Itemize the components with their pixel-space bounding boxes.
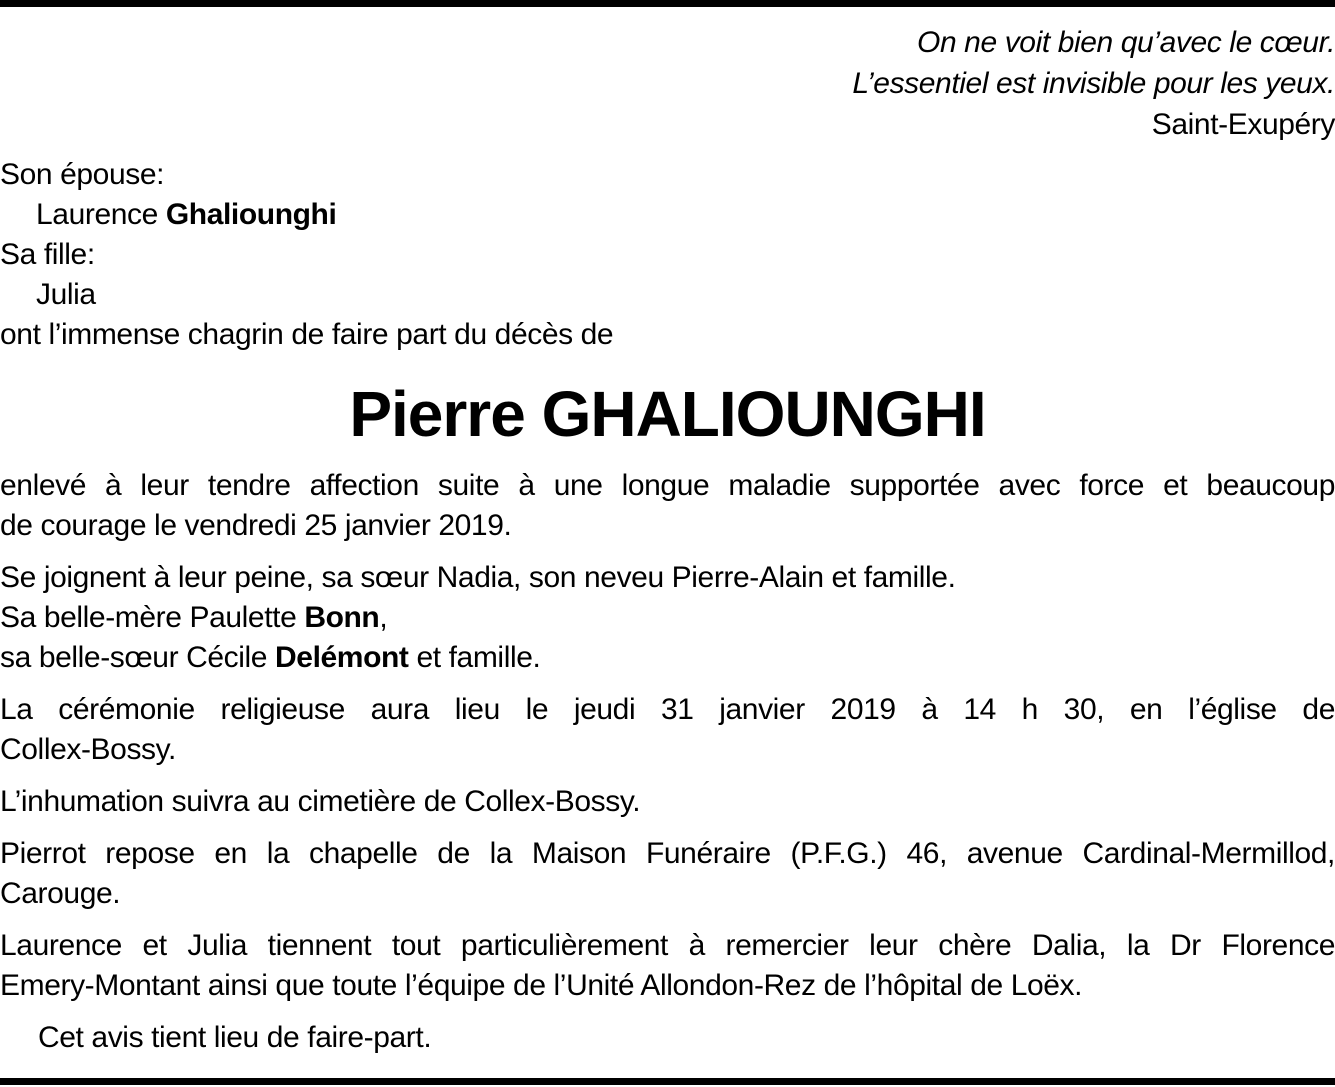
thanks-line-2: Emery-Montant ainsi que toute l’équipe de l’Unité Allondon-Rez de l’hôpital de Loëx. [0,969,1083,1002]
quote-line-1: On ne voit bien qu’avec le cœur. [917,26,1335,59]
deceased-name: Pierre GHALIOUNGHI [349,378,986,450]
viewing-line-1: Pierrot repose en la chapelle de la Maison Funéraire (P.F.G.) 46, avenue Cardinal-Mermillod, [0,837,1335,870]
spouse-last-name: Ghaliounghi [165,198,337,231]
ceremony-line-1: La cérémonie religieuse aura lieu le jeudi 31 janvier 2019 à 14 h 30, en l’église de [0,693,1335,726]
death-line-1: enlevé à leur tendre affection suite à une longue maladie supportée avec force et beaucoup [0,469,1335,502]
relatives-line-1: Se joignent à leur peine, sa sœur Nadia, son neveu Pierre-Alain et famille. [0,561,956,594]
spouse-label: Son épouse: [0,158,165,191]
relatives-line-3-suffix: et famille. [408,641,541,674]
relatives-line-3-name: Delémont [275,641,409,674]
relatives-line-2 [0,601,1335,635]
relatives-line-2-suffix: , [379,601,388,634]
death-line-2: de courage le vendredi 25 janvier 2019. [0,509,512,542]
relatives-line-2-name: Bonn [304,601,380,634]
relatives-line-2-prefix: Sa belle-mère Paulette [0,601,305,634]
closing-text: Cet avis tient lieu de faire-part. [38,1021,432,1054]
bottom-rule [0,1078,1335,1085]
daughter-name: Julia [36,278,96,311]
ceremony-line-2: Collex-Bossy. [0,733,176,766]
burial-text: L’inhumation suivra au cimetière de Collex-Bossy. [0,785,641,818]
spouse-name [0,198,1335,232]
thanks-line-1: Laurence et Julia tiennent tout particulièrement à remercier leur chère Dalia, la Dr Florence [0,929,1335,962]
relatives-line-3-prefix: sa belle-sœur Cécile [0,641,276,674]
quote-author: Saint-Exupéry [1151,108,1335,141]
spouse-first-name: Laurence [36,198,166,231]
viewing-line-2: Carouge. [0,877,121,910]
daughter-label: Sa fille: [0,238,95,271]
announcement-text: ont l’immense chagrin de faire part du décès de [0,318,614,351]
relatives-line-3 [0,641,1335,675]
quote-line-2: L’essentiel est invisible pour les yeux. [852,67,1335,100]
